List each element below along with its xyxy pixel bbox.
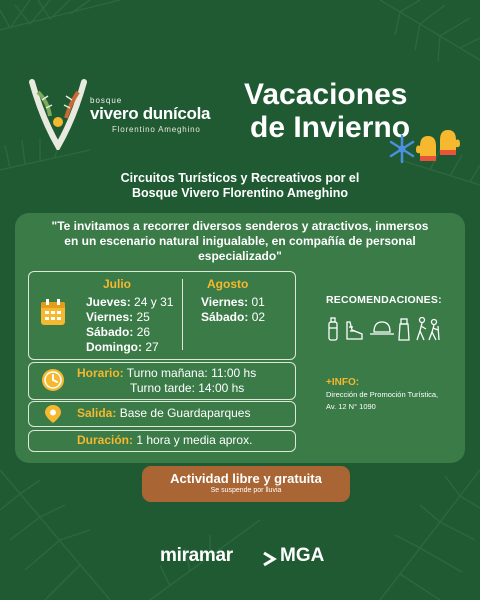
july-day: Sábado: <box>86 325 134 339</box>
august-day: Sábado: <box>201 310 249 324</box>
sunscreen-icon <box>399 319 409 340</box>
month-july: Julio <box>103 277 132 291</box>
july-row <box>86 295 173 310</box>
vivero-logo <box>28 78 218 153</box>
recommendations-title: RECOMENDACIONES: <box>326 294 442 306</box>
july-dates: 26 <box>136 325 151 339</box>
july-dates: 27 <box>145 340 159 354</box>
august-dates: 02 <box>251 310 266 324</box>
info-line1: Dirección de Promoción Turística, <box>326 390 439 399</box>
august-day: Viernes: <box>201 295 249 309</box>
july-dates: 24 y 31 <box>134 295 174 309</box>
july-row <box>86 340 159 355</box>
hiking-people-icon <box>417 318 439 341</box>
july-day: Domingo: <box>86 340 142 354</box>
cta-note: Se suspende por lluvia <box>210 487 282 494</box>
clock-icon <box>41 368 65 392</box>
subtitle-line1: Circuitos Turísticos y Recreativos por el <box>120 171 360 185</box>
august-row <box>201 310 265 325</box>
headline <box>244 78 410 144</box>
salida-value: Base de Guardaparques <box>119 406 251 420</box>
calendar-icon <box>40 298 66 326</box>
snowflake-mittens-icon <box>388 126 460 170</box>
sneakers-icon <box>347 322 362 339</box>
info-title: +INFO: <box>326 377 360 388</box>
location-pin-icon <box>44 404 62 424</box>
headline-line1: Vacaciones <box>244 78 408 111</box>
month-divider <box>182 279 183 350</box>
water-bottle-icon <box>329 318 337 340</box>
horario-line2: Turno tarde: 14:00 hs <box>130 381 245 395</box>
duracion-label: Duración: <box>77 433 134 447</box>
july-row <box>86 310 150 325</box>
august-row <box>201 295 265 310</box>
logo-name: vivero dunícola <box>90 104 211 123</box>
duracion-line <box>77 433 252 447</box>
cta-title: Actividad libre y gratuita <box>170 471 322 486</box>
miramar-logo: miramar <box>160 545 233 566</box>
mga-chevron-icon <box>262 551 278 567</box>
horario-label: Horario: <box>77 366 124 380</box>
mga-logo: MGA <box>280 545 325 566</box>
info-line2: Av. 12 N° 1090 <box>326 402 376 411</box>
logo-small-text: bosque <box>90 96 123 105</box>
duracion-value: 1 hora y media aprox. <box>136 433 253 447</box>
august-dates: 01 <box>251 295 265 309</box>
july-dates: 25 <box>136 310 150 324</box>
horario-line1 <box>77 366 256 380</box>
vivero-logo-mark-icon <box>28 78 88 150</box>
horario-morning: Turno mañana: 11:00 hs <box>126 366 257 380</box>
salida-line <box>77 406 250 420</box>
july-day: Viernes: <box>86 310 134 324</box>
july-row <box>86 325 150 340</box>
subtitle <box>90 171 390 201</box>
hat-icon <box>370 322 394 334</box>
july-day: Jueves: <box>86 295 131 309</box>
invitation-quote: "Te invitamos a recorrer diversos senderos y atractivos, inmersos en un escenario natural inigualable, en compañía de personal especializado" <box>51 219 429 263</box>
headline-line2: de Invierno <box>250 111 411 144</box>
subtitle-line2: Bosque Vivero Florentino Ameghino <box>132 186 348 200</box>
recommendations-icons <box>326 316 442 342</box>
salida-label: Salida: <box>77 406 117 420</box>
info-address <box>326 389 456 413</box>
month-august: Agosto <box>207 277 249 291</box>
logo-subtext: Florentino Ameghino <box>112 125 201 134</box>
free-activity-button[interactable] <box>142 466 350 502</box>
